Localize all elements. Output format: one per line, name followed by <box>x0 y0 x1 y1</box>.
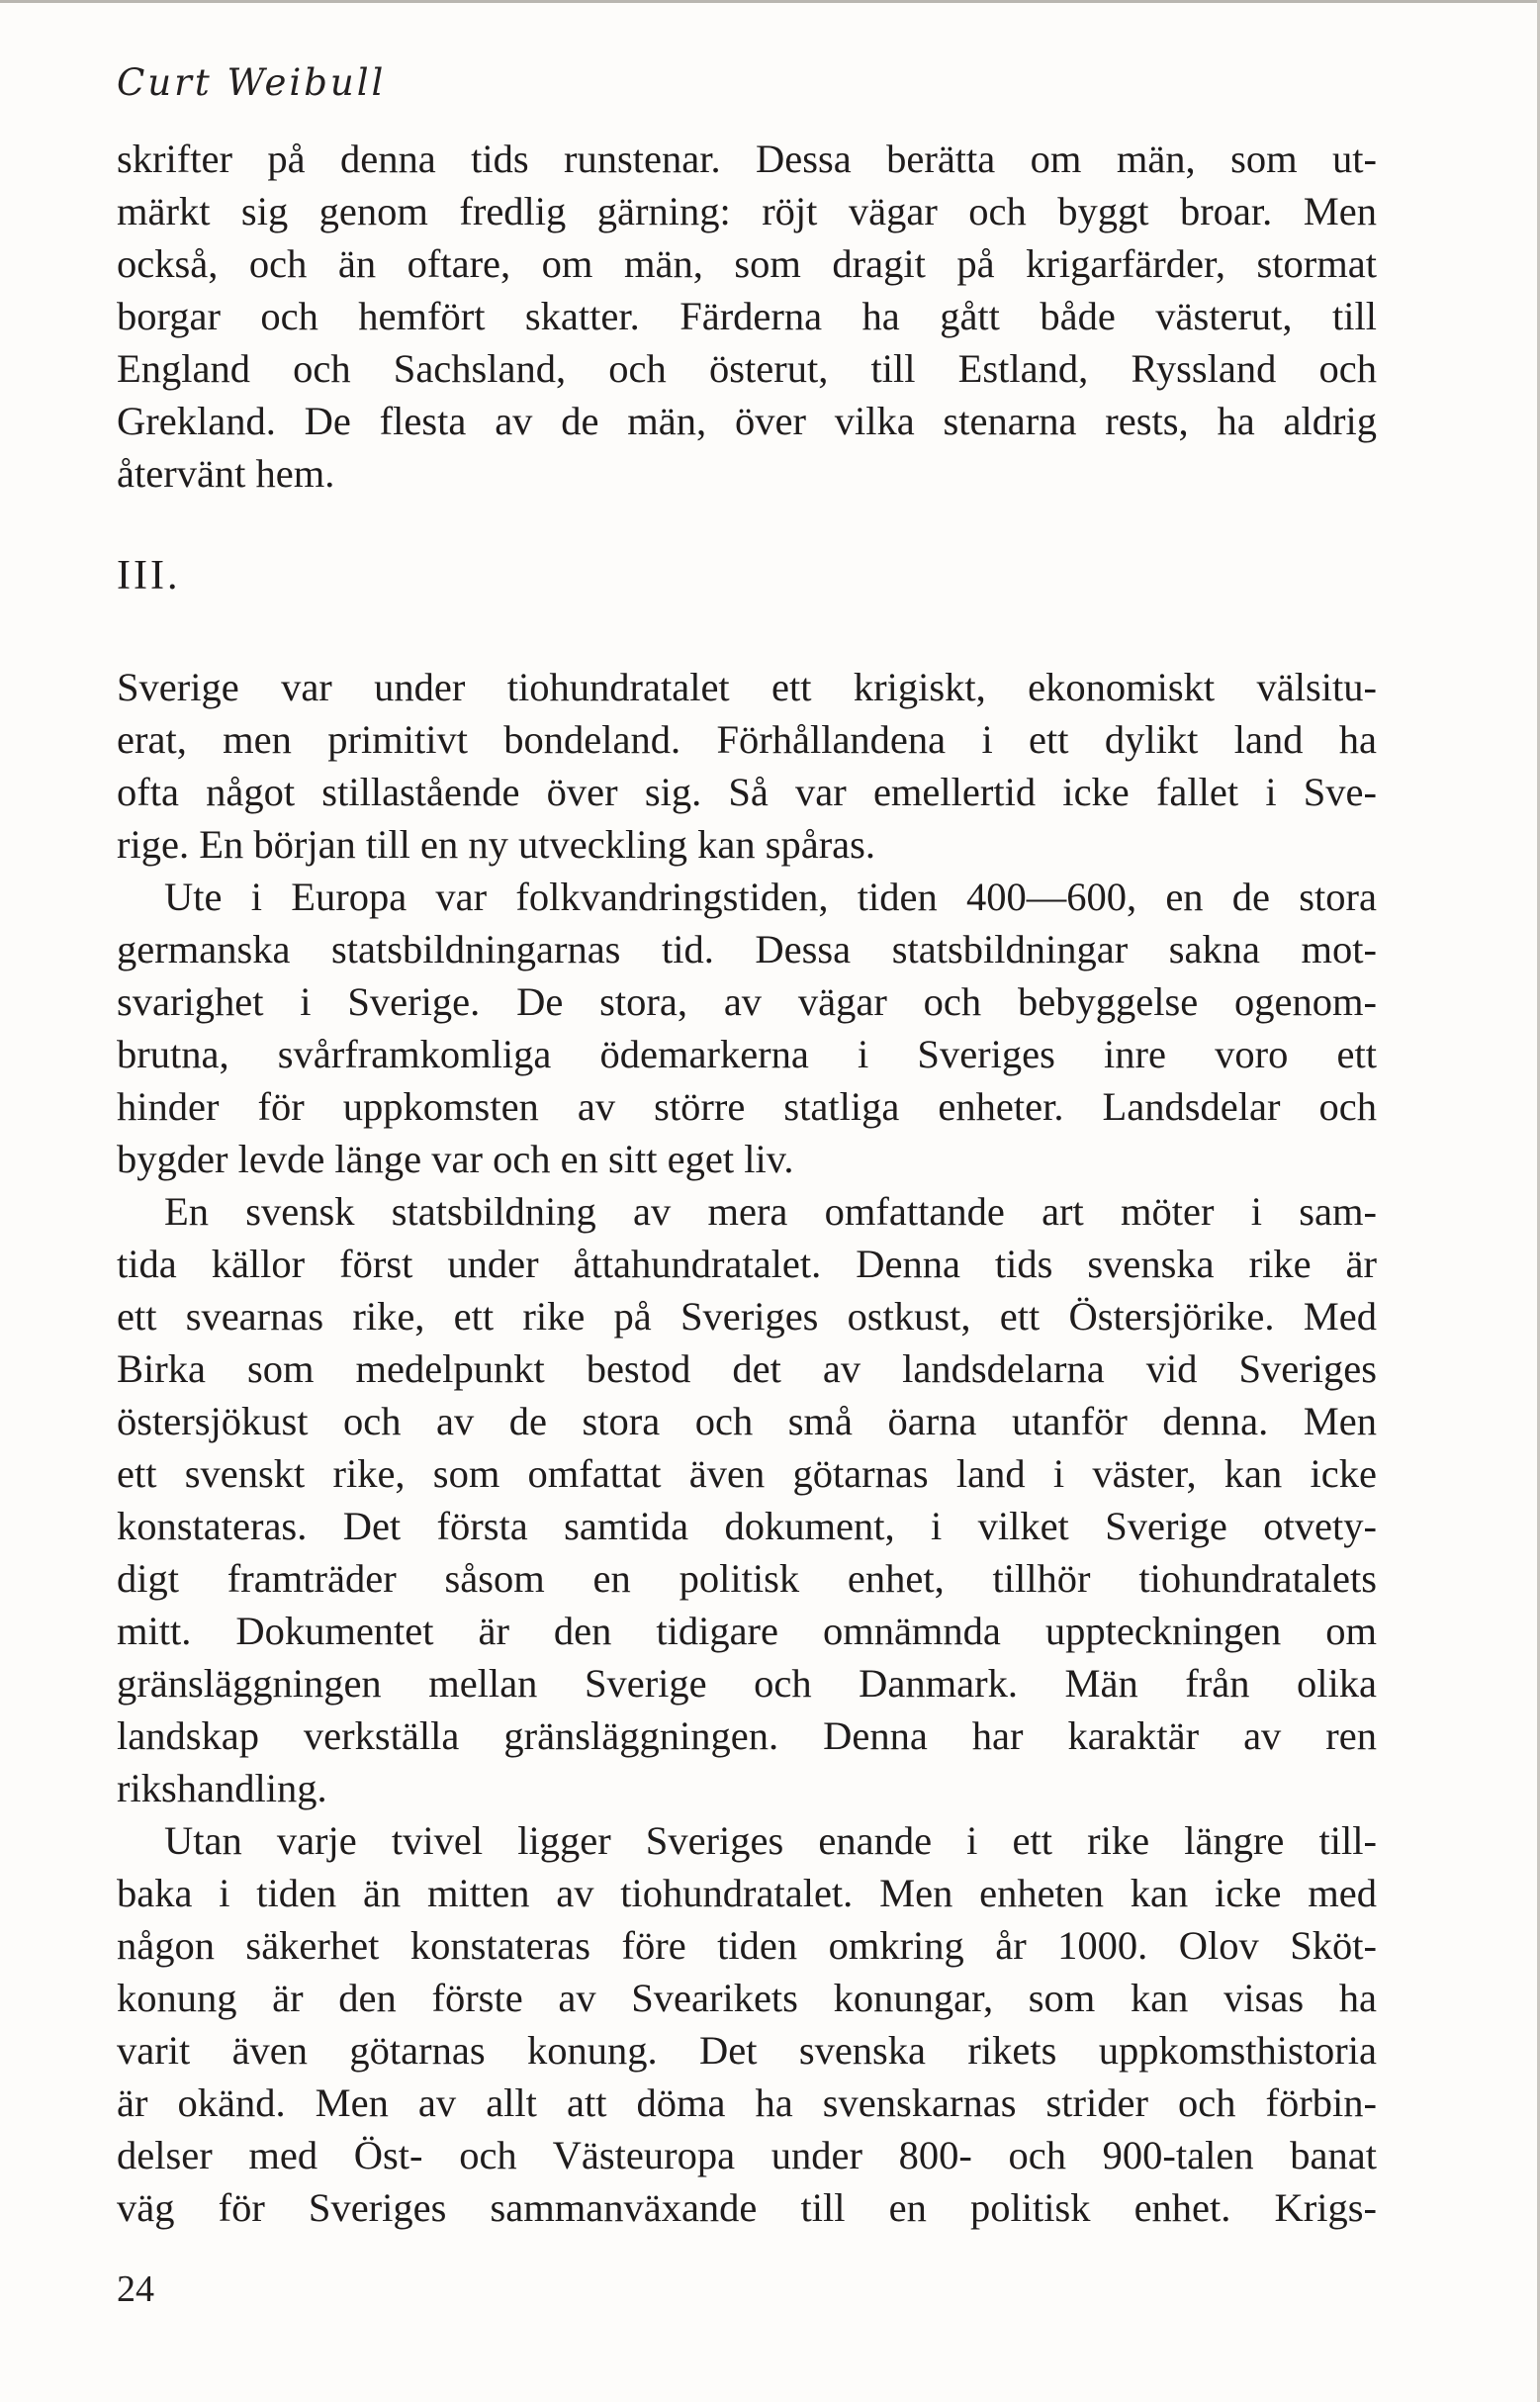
text-line: digt framträder såsom en politisk enhet, tillhör tiohundratalets <box>117 1556 1377 1601</box>
text-line: någon säkerhet konstateras före tiden omkring år 1000. Olov Sköt- <box>117 1923 1377 1968</box>
page-number: 24 <box>117 2268 154 2310</box>
text-line: erat, men primitivt bondeland. Förhållandena i ett dylikt land ha <box>117 717 1377 762</box>
text-line: tida källor först under åttahundratalet. Denna tids svenska rike är <box>117 1242 1377 1286</box>
text-line: skrifter på denna tids runstenar. Dessa berätta om män, som ut- <box>117 137 1377 181</box>
text-line: borgar och hemfört skatter. Färderna ha gått både västerut, till <box>117 294 1377 338</box>
text-line: märkt sig genom fredlig gärning: röjt vägar och byggt broar. Men <box>117 189 1377 233</box>
text-line: mitt. Dokumentet är den tidigare omnämnda uppteckningen om <box>117 1609 1377 1653</box>
text-line: Ute i Europa var folkvandringstiden, tiden 400—600, en de stora <box>164 875 1377 919</box>
text-line: rige. En början till en ny utveckling kan spåras. <box>117 822 876 867</box>
text-line: Utan varje tvivel ligger Sveriges enande i ett rike längre till- <box>164 1818 1377 1863</box>
text-line: Grekland. De flesta av de män, över vilka stenarna rests, ha aldrig <box>117 399 1377 443</box>
section-heading: III. <box>117 553 181 599</box>
text-line: konstateras. Det första samtida dokument, i vilket Sverige otvety- <box>117 1504 1377 1548</box>
text-line: ett svearnas rike, ett rike på Sveriges ostkust, ett Östersjörike. Med <box>117 1294 1377 1339</box>
text-line: östersjökust och av de stora och små öarna utanför denna. Men <box>117 1399 1377 1443</box>
text-line: väg för Sveriges sammanväxande till en politisk enhet. Krigs- <box>117 2185 1377 2230</box>
text-line: England och Sachsland, och österut, till Estland, Ryssland och <box>117 346 1377 391</box>
text-line: baka i tiden än mitten av tiohundratalet. Men enheten kan icke med <box>117 1871 1377 1915</box>
text-line: brutna, svårframkomliga ödemarkerna i Sveriges inre voro ett <box>117 1032 1377 1076</box>
text-line: svarighet i Sverige. De stora, av vägar och bebyggelse ogenom- <box>117 979 1377 1024</box>
section-body <box>117 661 1377 2234</box>
text-line: Sverige var under tiohundratalet ett krigiskt, ekonomiskt välsitu- <box>117 665 1377 709</box>
page-edge-top <box>0 0 1540 3</box>
text-line: gränsläggningen mellan Sverige och Danmark. Män från olika <box>117 1661 1377 1706</box>
text-line: germanska statsbildningarnas tid. Dessa statsbildningar sakna mot- <box>117 927 1377 971</box>
text-line: delser med Öst- och Västeuropa under 800- och 900-talen banat <box>117 2133 1377 2177</box>
paragraph-1 <box>117 133 1377 500</box>
text-line: varit även götarnas konung. Det svenska rikets uppkomsthistoria <box>117 2028 1377 2073</box>
text-line: återvänt hem. <box>117 451 335 496</box>
text-line: landskap verkställa gränsläggningen. Denna har karaktär av ren <box>117 1713 1377 1758</box>
running-head: Curt Weibull <box>117 61 387 104</box>
text-line: rikshandling. <box>117 1766 327 1810</box>
text-line: ett svenskt rike, som omfattat även götarnas land i väster, kan icke <box>117 1451 1377 1496</box>
text-line: En svensk statsbildning av mera omfattande art möter i sam- <box>164 1189 1377 1234</box>
text-line: bygder levde länge var och en sitt eget liv. <box>117 1137 794 1181</box>
text-line: hinder för uppkomsten av större statliga enheter. Landsdelar och <box>117 1084 1377 1129</box>
text-line: är okänd. Men av allt att döma ha svenskarnas strider och förbin- <box>117 2080 1377 2125</box>
text-line: Birka som medelpunkt bestod det av landsdelarna vid Sveriges <box>117 1346 1377 1391</box>
text-line: också, och än oftare, om män, som dragit på krigarfärder, stormat <box>117 241 1377 286</box>
text-line: konung är den förste av Svearikets konungar, som kan visas ha <box>117 1976 1377 2020</box>
text-line: ofta något stillastående över sig. Så var emellertid icke fallet i Sve- <box>117 770 1377 814</box>
